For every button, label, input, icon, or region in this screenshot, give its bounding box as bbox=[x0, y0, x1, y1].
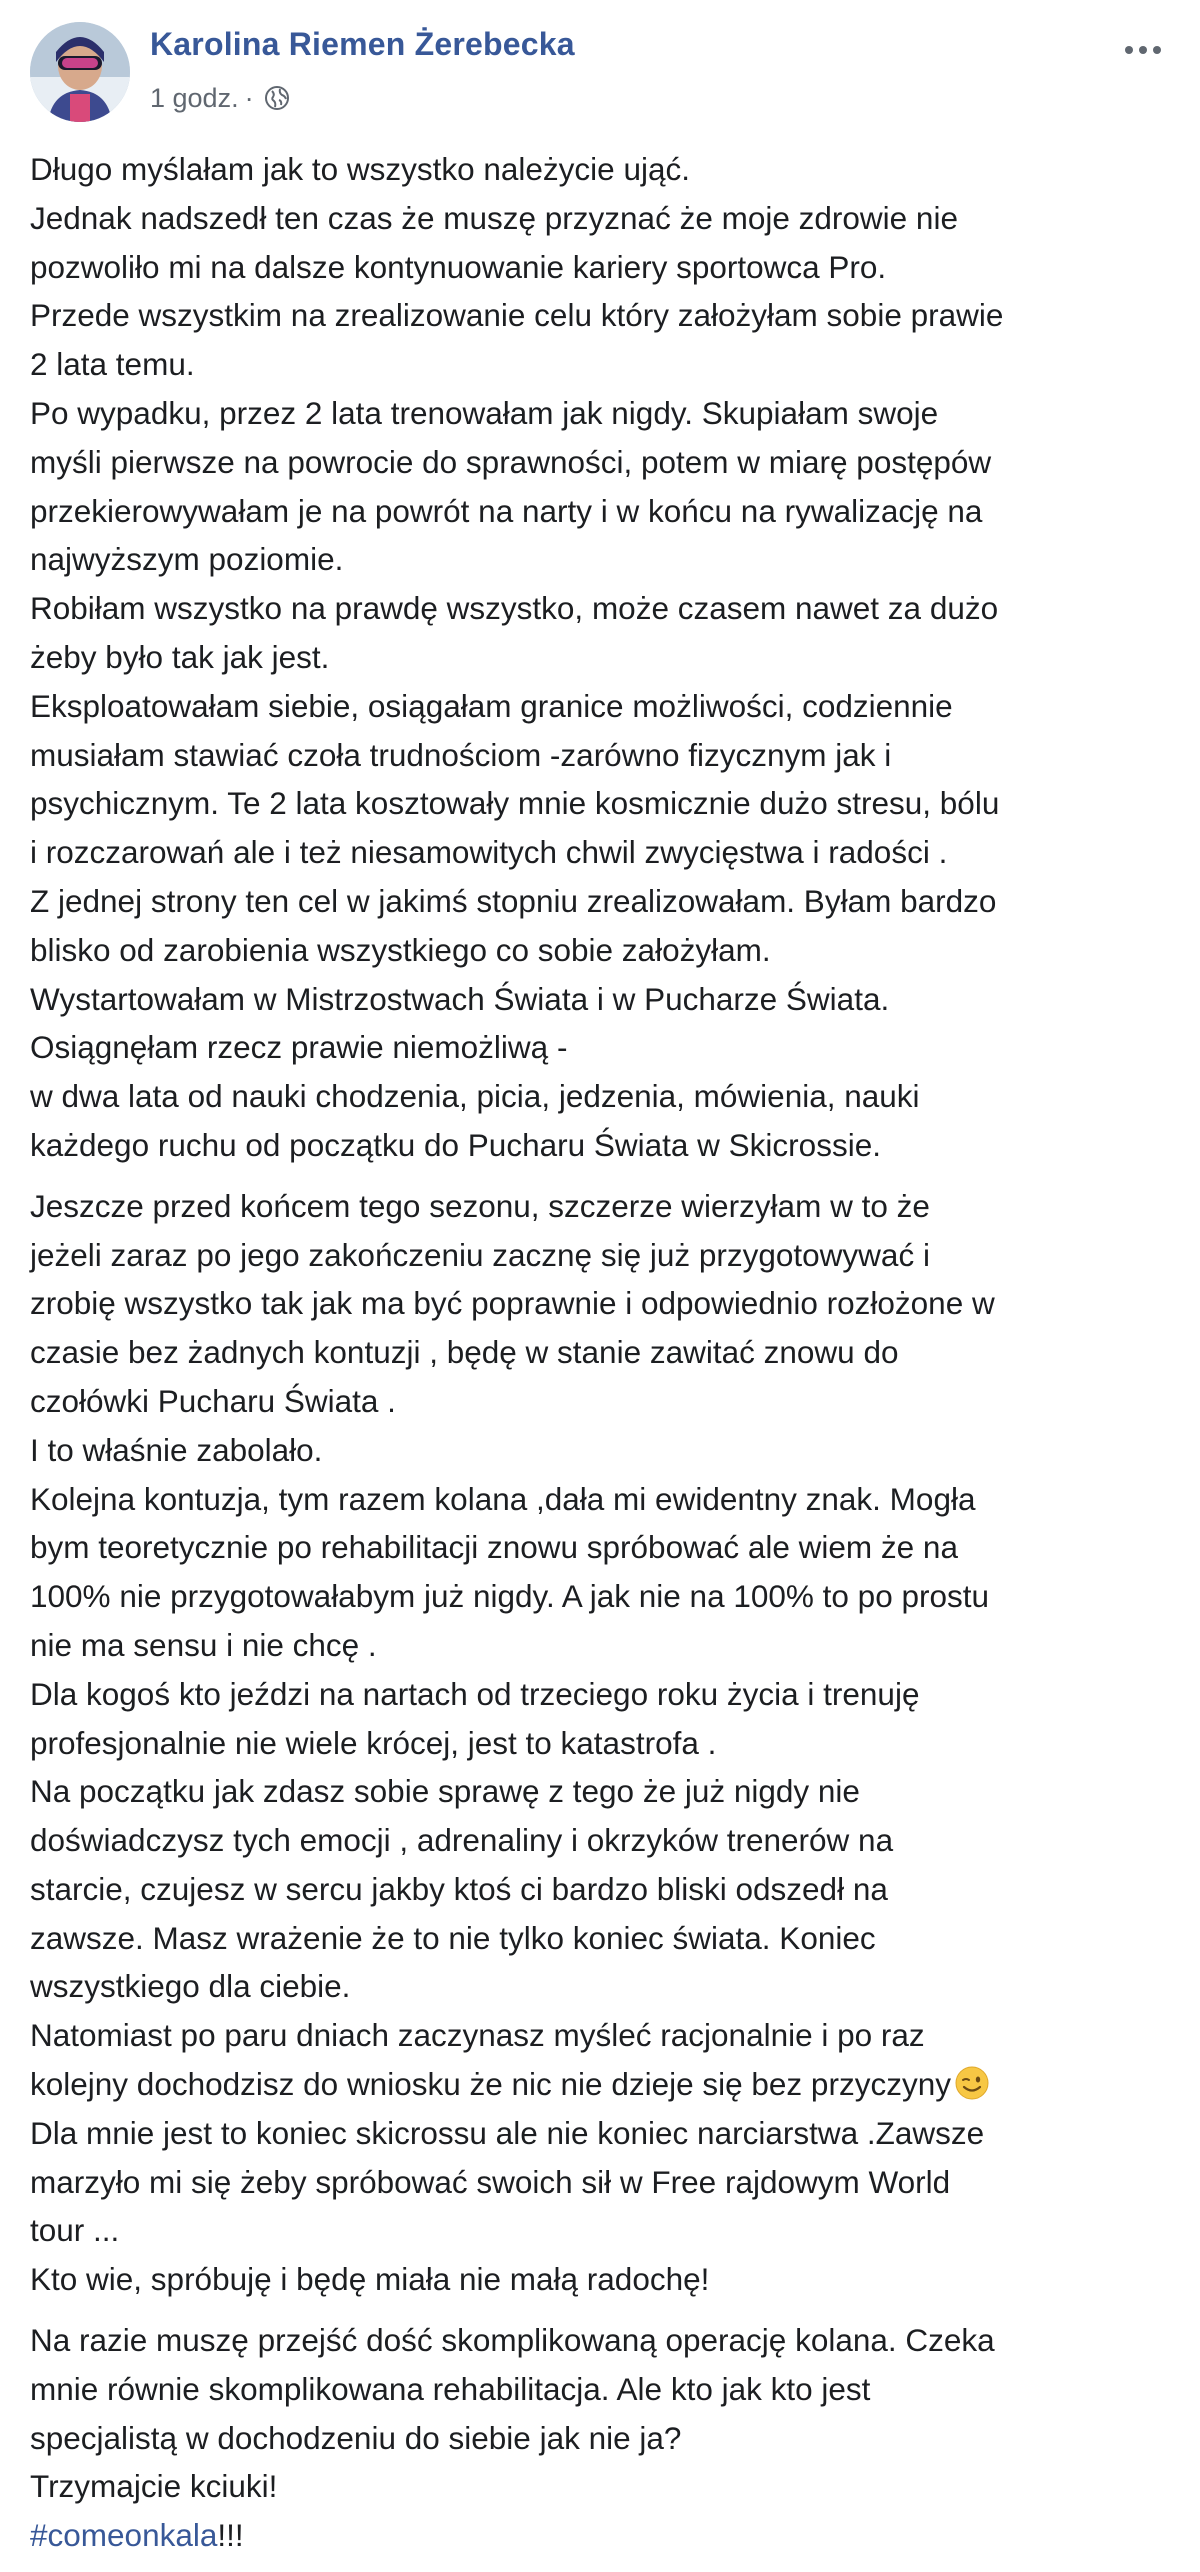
post-line: mnie równie skomplikowana rehabilitacja. Ale kto jak kto jest bbox=[30, 2370, 871, 2407]
post-line: 2 lata temu. bbox=[30, 346, 195, 383]
post-header bbox=[30, 22, 1170, 126]
post-line: Dla kogoś kto jeździ na nartach od trzeciego roku życia i trenuję bbox=[30, 1675, 920, 1712]
post-paragraph bbox=[30, 2316, 1170, 2560]
post-line: 100% nie przygotowałabym już nigdy. A jak nie na 100% to po prostu bbox=[30, 1578, 990, 1615]
post-line: Na początku jak zdasz sobie sprawę z tego że już nigdy nie bbox=[30, 1773, 860, 1810]
post-line: pozwoliło mi na dalsze kontynuowanie kariery sportowca Pro. bbox=[30, 248, 887, 285]
post-line: Osiągnęłam rzecz prawie niemożliwą - bbox=[30, 1029, 568, 1066]
post-line: myśli pierwsze na powrocie do sprawności, potem w miarę postępów bbox=[30, 443, 992, 480]
post-line: Trzymajcie kciuki! bbox=[30, 2468, 278, 2505]
post-line: wszystkiego dla ciebie. bbox=[30, 1968, 351, 2005]
post-paragraph bbox=[30, 1182, 1170, 2304]
meta-separator: · bbox=[244, 82, 254, 113]
post-line: Z jednej strony ten cel w jakimś stopniu zrealizowałam. Byłam bardzo bbox=[30, 882, 997, 919]
more-options-button[interactable] bbox=[1116, 30, 1170, 70]
hashtag-suffix: !!! bbox=[217, 2517, 244, 2554]
post-line: żeby było tak jak jest. bbox=[30, 638, 330, 675]
post-line: bym teoretycznie po rehabilitacji znowu spróbować ale wiem że na bbox=[30, 1529, 958, 1566]
post-meta bbox=[150, 80, 290, 116]
post-line: Jednak nadszedł ten czas że muszę przyznać że moje zdrowie nie bbox=[30, 199, 958, 236]
post-line: najwyższym poziomie. bbox=[30, 541, 344, 578]
post-timestamp[interactable]: 1 godz. bbox=[150, 82, 239, 113]
post-line-with-emoji bbox=[30, 2060, 1170, 2109]
post-line: I to właśnie zabolało. bbox=[30, 1431, 323, 1468]
post-line: jeżeli zaraz po jego zakończeniu zacznę się już przygotowywać i bbox=[30, 1236, 930, 1273]
post-line: blisko od zarobienia wszystkiego co sobie założyłam. bbox=[30, 931, 771, 968]
post-line: profesjonalnie nie wiele krócej, jest to katastrofa . bbox=[30, 1724, 717, 1761]
post-line: specjalistą w dochodzeniu do siebie jak nie ja? bbox=[30, 2419, 682, 2456]
post-line: nie ma sensu i nie chcę . bbox=[30, 1626, 377, 1663]
post-line: Po wypadku, przez 2 lata trenowałam jak nigdy. Skupiałam swoje bbox=[30, 394, 939, 431]
avatar-photo bbox=[30, 22, 130, 122]
more-dot bbox=[1153, 46, 1161, 54]
post-line: zawsze. Masz wrażenie że to nie tylko koniec świata. Koniec bbox=[30, 1919, 876, 1956]
post-line: czołówki Pucharu Świata . bbox=[30, 1382, 396, 1419]
author-name[interactable]: Karolina Riemen Żerebecka bbox=[150, 26, 575, 62]
post-paragraph bbox=[30, 145, 1170, 1170]
post-body bbox=[30, 145, 1170, 2572]
post-line: Przede wszystkim na zrealizowanie celu który założyłam sobie prawie bbox=[30, 297, 1004, 334]
more-dot bbox=[1139, 46, 1147, 54]
hashtag-line bbox=[30, 2511, 1170, 2560]
post-line: marzyło mi się żeby spróbować swoich sił w Free rajdowym World bbox=[30, 2163, 951, 2200]
post-line: w dwa lata od nauki chodzenia, picia, jedzenia, mówienia, nauki bbox=[30, 1078, 920, 1115]
more-horizontal-icon bbox=[1125, 46, 1133, 54]
post-line: zrobię wszystko tak jak ma być poprawnie i odpowiednio rozłożone w bbox=[30, 1285, 995, 1322]
post-line: Jeszcze przed końcem tego sezonu, szczerze wierzyłam w to że bbox=[30, 1187, 930, 1224]
post-line: Dla mnie jest to koniec skicrossu ale nie koniec narciarstwa .Zawsze bbox=[30, 2114, 985, 2151]
post-line: przekierowywałam je na powrót na narty i w końcu na rywalizację na bbox=[30, 492, 983, 529]
post-line: Na razie muszę przejść dość skomplikowaną operację kolana. Czeka bbox=[30, 2322, 995, 2359]
post-line: każdego ruchu od początku do Pucharu Świata w Skicrossie. bbox=[30, 1126, 881, 1163]
post-line: Eksploatowałam siebie, osiągałam granice możliwości, codziennie bbox=[30, 687, 953, 724]
post-line: Długo myślałam jak to wszystko należycie ująć. bbox=[30, 151, 690, 187]
winking-face-emoji bbox=[955, 2065, 989, 2099]
post-line: psychicznym. Te 2 lata kosztowały mnie kosmicznie dużo stresu, bólu bbox=[30, 785, 1000, 822]
post-line: musiałam stawiać czoła trudnościom -zarówno fizycznym jak i bbox=[30, 736, 892, 773]
post-line: Kto wie, spróbuję i będę miała nie małą radochę! bbox=[30, 2261, 710, 2298]
post-line: tour ... bbox=[30, 2212, 120, 2249]
post-line: doświadczysz tych emocji , adrenaliny i okrzyków trenerów na bbox=[30, 1822, 894, 1859]
post-line-text: kolejny dochodzisz do wniosku że nic nie dzieje się bez przyczyny bbox=[30, 2066, 951, 2103]
author-avatar[interactable] bbox=[30, 22, 130, 122]
post-line: czasie bez żadnych kontuzji , będę w stanie zawitać znowu do bbox=[30, 1334, 899, 1371]
post-line: Wystartowałam w Mistrzostwach Świata i w Pucharze Świata. bbox=[30, 980, 890, 1017]
globe-icon[interactable] bbox=[264, 85, 290, 111]
post-line: Kolejna kontuzja, tym razem kolana ,dała mi ewidentny znak. Mogła bbox=[30, 1480, 976, 1517]
post-line: Natomiast po paru dniach zaczynasz myśleć racjonalnie i po raz bbox=[30, 2017, 925, 2054]
post-line: starcie, czujesz w sercu jakby ktoś ci bardzo bliski odszedł na bbox=[30, 1870, 888, 1907]
post-line: Robiłam wszystko na prawdę wszystko, może czasem nawet za dużo bbox=[30, 590, 999, 627]
hashtag-link[interactable]: #comeonkala bbox=[30, 2517, 218, 2554]
post-line: i rozczarowań ale i też niesamowitych chwil zwycięstwa i radości . bbox=[30, 834, 948, 871]
